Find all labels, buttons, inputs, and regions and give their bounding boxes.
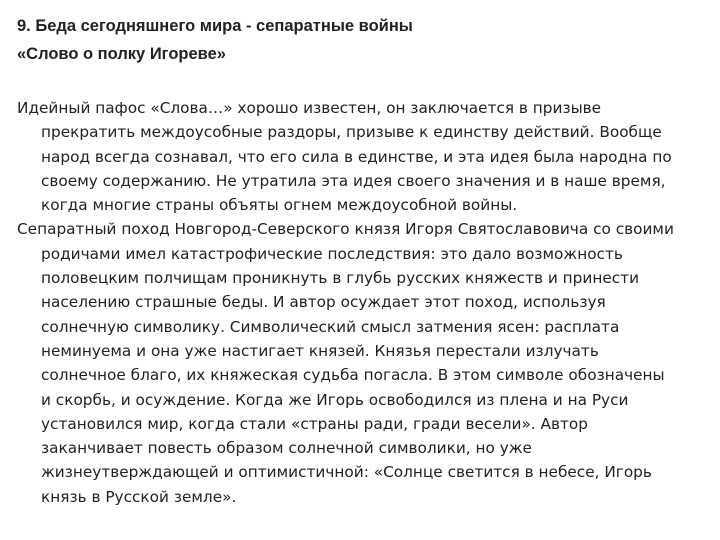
paragraph-line: прекратить междоусобные раздоры, призыве к единству действий. Вообще: [41, 123, 662, 142]
paragraph-2: [17, 217, 707, 509]
paragraph-line: установился мир, когда стали «страны ради, гради весели». Автор: [41, 414, 588, 433]
paragraph-line: родичами имел катастрофические последствия: это дало возможность: [41, 244, 623, 263]
paragraph-line: Сепаратный поход Новгород-Северского князя Игоря Святославовича со своими: [17, 220, 674, 239]
paragraph-line: когда многие страны объяты огнем междоусобной войны.: [41, 196, 518, 215]
paragraph-line: и скорбь, и осуждение. Когда же Игорь освободился из плена и на Руси: [41, 390, 629, 409]
title-line-1: 9. Беда сегодняшнего мира - сепаратные войны: [17, 17, 413, 35]
paragraph-line: солнечное благо, их княжеская судьба погасла. В этом символе обозначены: [41, 366, 665, 385]
paragraph-line: половецким полчищам проникнуть в глубь русских княжеств и принести: [41, 269, 640, 288]
paragraph-line: жизнеутверждающей и оптимистичной: «Солнце светится в небесе, Игорь: [41, 463, 652, 482]
paragraph-line: Идейный пафос «Слова…» хорошо известен, он заключается в призыве: [17, 99, 602, 117]
slide-title: [17, 12, 707, 68]
paragraph-1: [17, 96, 707, 217]
paragraph-line: князь в Русской земле».: [41, 487, 237, 506]
paragraph-line: неминуема и она уже настигает князей. Князья перестали излучать: [41, 341, 599, 360]
title-line-2: «Слово о полку Игореве»: [17, 45, 226, 63]
paragraph-line: населению страшные беды. И автор осуждает этот поход, используя: [41, 293, 606, 312]
body-text: [17, 96, 707, 509]
paragraph-line: своему содержанию. Не утратила эта идея своего значения и в наше время,: [41, 171, 666, 190]
paragraph-line: народ всегда сознавал, что его сила в единстве, и эта идея была народна по: [41, 147, 672, 166]
paragraph-line: солнечную символику. Символический смысл затмения ясен: расплата: [41, 317, 620, 336]
paragraph-line: заканчивает повесть образом солнечной символики, но уже: [41, 439, 532, 458]
